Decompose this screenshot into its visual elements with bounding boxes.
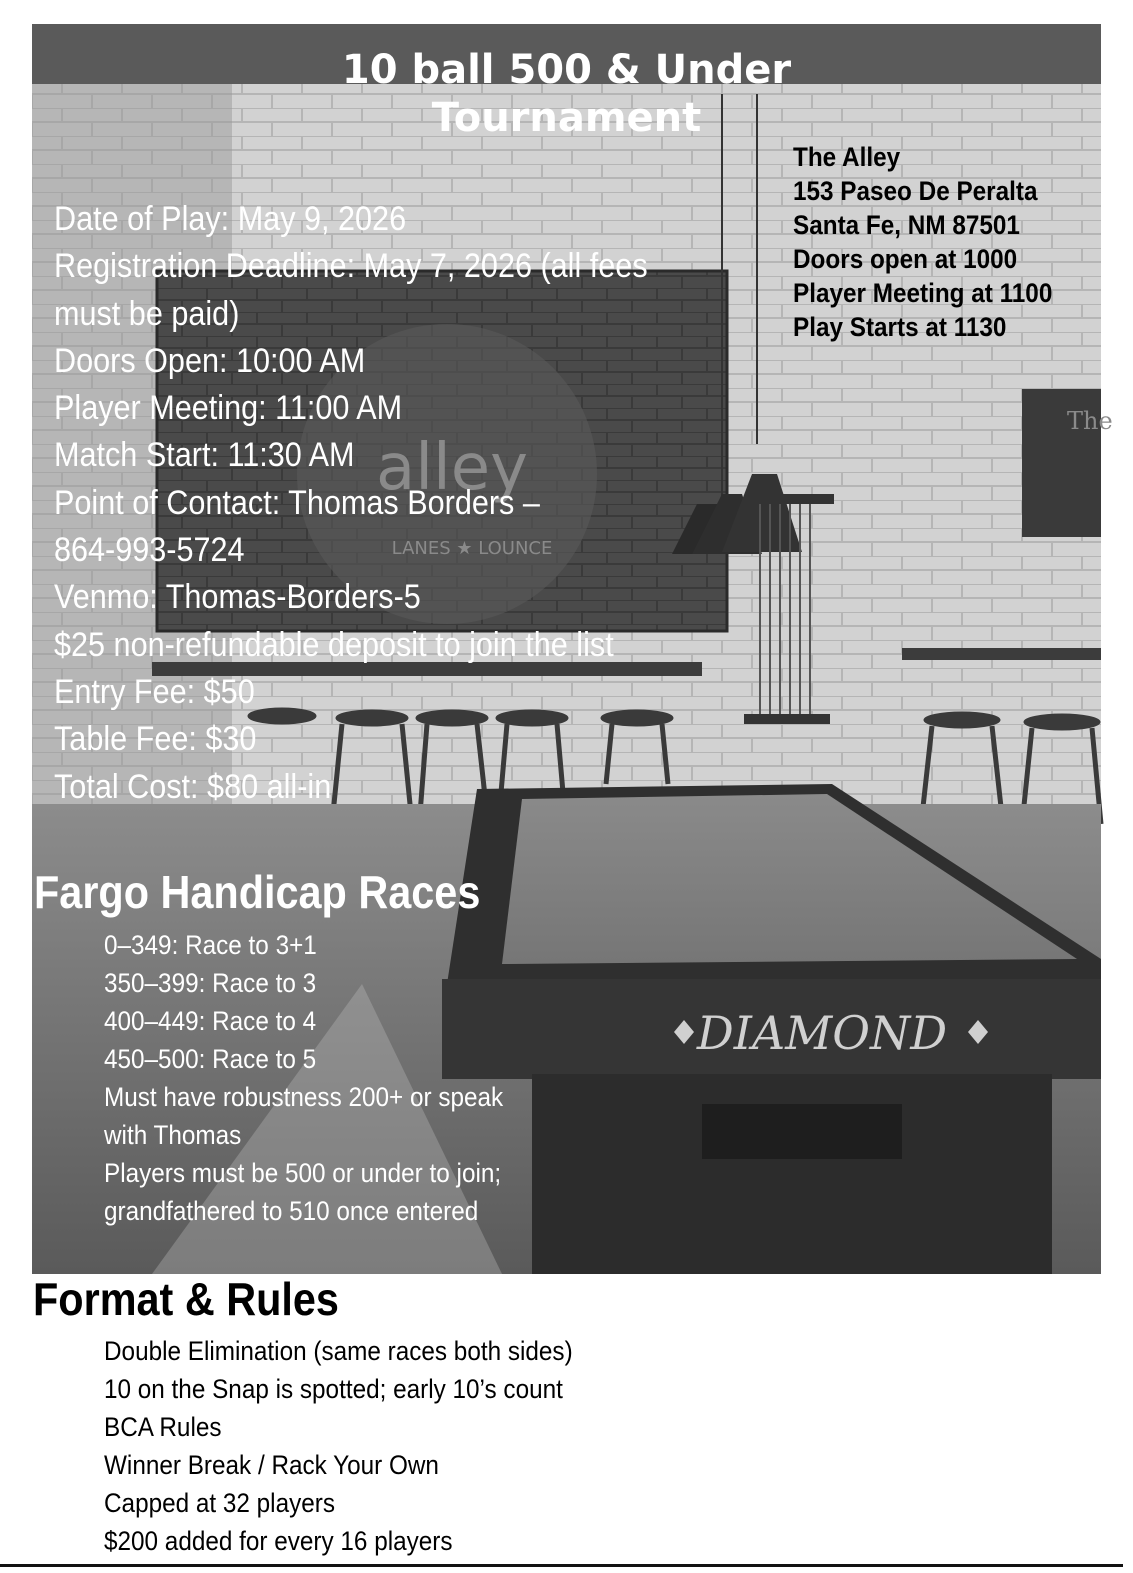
registration-deadline: Registration Deadline: May 7, 2026 (all fees xyxy=(54,247,648,286)
event-details xyxy=(54,196,666,811)
format-heading: Format & Rules xyxy=(33,1273,339,1325)
doors-open: Doors Open: 10:00 AM xyxy=(54,341,366,380)
venmo: Venmo: Thomas-Borders-5 xyxy=(54,578,421,617)
list-item: grandfathered to 510 once entered xyxy=(104,1196,479,1226)
list-item: 10 on the Snap is spotted; early 10’s count xyxy=(104,1374,563,1404)
venue-start: Play Starts at 1130 xyxy=(793,312,1007,342)
list-item: Capped at 32 players xyxy=(104,1488,336,1518)
title-line-1: 10 ball 500 & Under xyxy=(341,47,792,93)
list-item: 400–449: Race to 4 xyxy=(104,1006,317,1036)
fargo-heading: Fargo Handicap Races xyxy=(34,866,481,918)
venue-street: 153 Paseo De Peralta xyxy=(793,176,1038,206)
table-fee: Table Fee: $30 xyxy=(54,720,257,759)
entry-fee: Entry Fee: $50 xyxy=(54,672,255,711)
total-cost: Total Cost: $80 all-in xyxy=(54,767,332,806)
wall-sign-text: The xyxy=(1067,407,1113,435)
format-list xyxy=(104,1332,644,1560)
contact-phone: 864-993-5724 xyxy=(54,531,245,570)
bottom-divider xyxy=(0,1564,1123,1567)
player-meeting: Player Meeting: 11:00 AM xyxy=(54,389,403,428)
sign-logo-text: alley xyxy=(375,431,529,505)
list-item: BCA Rules xyxy=(104,1412,222,1442)
date-of-play: Date of Play: May 9, 2026 xyxy=(54,200,407,238)
list-item: Winner Break / Rack Your Own xyxy=(104,1450,439,1480)
venue-city: Santa Fe, NM 87501 xyxy=(793,210,1020,240)
match-start: Match Start: 11:30 AM xyxy=(54,436,355,475)
title-line-2: Tournament xyxy=(431,95,702,141)
venue-name: The Alley xyxy=(793,142,901,172)
list-item: Double Elimination (same races both sides) xyxy=(104,1336,573,1366)
event-title xyxy=(0,46,1133,142)
sign-subtext: LANES ★ LOUNCE xyxy=(391,538,553,559)
fargo-list xyxy=(104,926,536,1230)
table-brand: DIAMOND xyxy=(696,1006,948,1060)
list-item: 0–349: Race to 3+1 xyxy=(104,930,317,960)
deposit: $25 non-refundable deposit to join the list xyxy=(54,625,614,664)
list-item: with Thomas xyxy=(104,1120,242,1150)
list-item: Must have robustness 200+ or speak xyxy=(104,1082,504,1112)
venue-meeting: Player Meeting at 1100 xyxy=(793,278,1053,308)
point-of-contact: Point of Contact: Thomas Borders – xyxy=(54,483,540,522)
list-item: 450–500: Race to 5 xyxy=(104,1044,317,1074)
list-item: 350–399: Race to 3 xyxy=(104,968,317,998)
list-item: Players must be 500 or under to join; xyxy=(104,1158,502,1188)
registration-deadline-cont: must be paid) xyxy=(54,294,240,333)
venue-doors: Doors open at 1000 xyxy=(793,244,1018,274)
list-item: $200 added for every 16 players xyxy=(104,1526,453,1556)
venue-info xyxy=(793,140,1052,344)
